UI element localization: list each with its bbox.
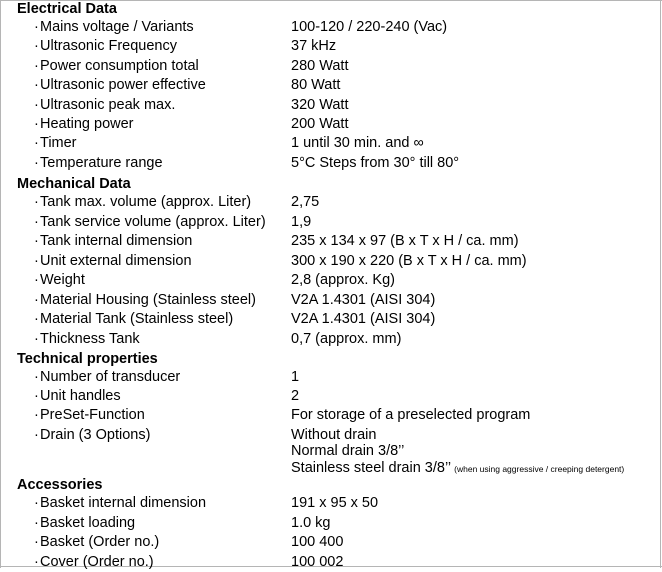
bullet-marker: · xyxy=(34,534,39,551)
drain-option-normal: Normal drain 3/8’’ xyxy=(291,443,405,459)
spec-label: Basket loading xyxy=(40,514,136,531)
spec-label: Weight xyxy=(40,272,85,288)
spec-row xyxy=(0,115,662,134)
bullet-marker: · xyxy=(34,514,39,531)
spec-value: 100-120 / 220-240 (Vac) xyxy=(291,19,448,35)
bullet-marker: · xyxy=(34,116,39,132)
spec-value: Without drain xyxy=(291,426,377,443)
spec-value: 191 x 95 x 50 xyxy=(291,495,379,511)
spec-label: Basket (Order no.) xyxy=(40,534,160,551)
bullet-marker: · xyxy=(34,77,39,94)
spec-row xyxy=(0,134,662,153)
spec-label: Unit handles xyxy=(40,388,121,405)
spec-label: Ultrasonic Frequency xyxy=(40,38,177,55)
spec-row xyxy=(0,37,662,56)
bullet-marker: · xyxy=(34,330,39,347)
spec-row xyxy=(0,232,662,251)
section-heading-electrical: Electrical Data xyxy=(17,1,117,17)
spec-value: For storage of a preselected program xyxy=(291,407,531,424)
spec-row xyxy=(0,193,662,212)
spec-label: Tank max. volume (approx. Liter) xyxy=(40,194,252,210)
spec-row xyxy=(0,494,662,513)
spec-label: Unit external dimension xyxy=(40,252,192,269)
spec-label: Cover (Order no.) xyxy=(40,553,154,570)
spec-row xyxy=(0,406,662,425)
bullet-marker: · xyxy=(34,213,39,230)
spec-row xyxy=(0,310,662,329)
spec-row xyxy=(0,252,662,271)
drain-option-note: (when using aggressive / creeping detergent) xyxy=(454,464,625,474)
bullet-marker: · xyxy=(34,38,39,55)
spec-value: 280 Watt xyxy=(291,57,349,74)
spec-label: Temperature range xyxy=(40,154,163,171)
spec-row xyxy=(0,553,662,572)
spec-row xyxy=(0,533,662,552)
bullet-marker: · xyxy=(34,388,39,405)
drain-option-list xyxy=(291,443,624,477)
drain-option-stainless-label: Stainless steel drain 3/8’’ xyxy=(291,460,452,476)
spec-value: 1,9 xyxy=(291,213,312,230)
section-heading-technical: Technical properties xyxy=(17,351,158,367)
spec-value: 300 x 190 x 220 (B x T x H / ca. mm) xyxy=(291,252,527,269)
spec-value: V2A 1.4301 (AISI 304) xyxy=(291,311,436,327)
spec-label: Material Tank (Stainless steel) xyxy=(40,311,234,327)
spec-value: 2,8 (approx. Kg) xyxy=(291,272,395,288)
bullet-marker: · xyxy=(34,291,39,308)
spec-value: 235 x 134 x 97 (B x T x H / ca. mm) xyxy=(291,233,519,249)
spec-row xyxy=(0,330,662,349)
spec-row xyxy=(0,271,662,290)
bullet-marker: · xyxy=(34,96,39,113)
drain-option-stainless xyxy=(291,460,624,477)
bullet-marker: · xyxy=(34,252,39,269)
spec-label: Ultrasonic peak max. xyxy=(40,96,176,113)
spec-label: Mains voltage / Variants xyxy=(40,19,194,35)
spec-value: 100 002 xyxy=(291,553,344,570)
spec-value: 2 xyxy=(291,388,300,405)
spec-value: 37 kHz xyxy=(291,38,337,55)
spec-value: 1 xyxy=(291,369,300,385)
section-heading-mechanical: Mechanical Data xyxy=(17,176,131,192)
bullet-marker: · xyxy=(34,495,39,511)
bullet-marker: · xyxy=(34,553,39,570)
spec-row xyxy=(0,213,662,232)
bullet-marker: · xyxy=(34,154,39,171)
spec-value: 1.0 kg xyxy=(291,514,331,531)
spec-value: 1 until 30 min. and ∞ xyxy=(291,135,424,152)
spec-label: Drain (3 Options) xyxy=(40,426,151,443)
spec-row xyxy=(0,426,662,445)
spec-label: PreSet-Function xyxy=(40,407,145,424)
bullet-marker: · xyxy=(34,426,39,443)
bullet-marker: · xyxy=(34,272,39,288)
spec-value: 5°C Steps from 30° till 80° xyxy=(291,154,460,171)
spec-label: Power consumption total xyxy=(40,57,199,74)
spec-label: Number of transducer xyxy=(40,369,181,385)
bullet-marker: · xyxy=(34,194,39,210)
spec-row xyxy=(0,76,662,95)
spec-value: 200 Watt xyxy=(291,116,349,132)
bullet-marker: · xyxy=(34,369,39,385)
bullet-marker: · xyxy=(34,311,39,327)
spec-label: Tank internal dimension xyxy=(40,233,193,249)
spec-label: Timer xyxy=(40,135,77,152)
spec-value: 100 400 xyxy=(291,534,344,551)
spec-row xyxy=(0,96,662,115)
spec-label: Thickness Tank xyxy=(40,330,140,347)
spec-value: 2,75 xyxy=(291,194,320,210)
spec-value: V2A 1.4301 (AISI 304) xyxy=(291,291,436,308)
bullet-marker: · xyxy=(34,233,39,249)
section-heading-accessories: Accessories xyxy=(17,477,103,493)
bullet-marker: · xyxy=(34,135,39,152)
bullet-marker: · xyxy=(34,57,39,74)
spec-row xyxy=(0,514,662,533)
spec-label: Heating power xyxy=(40,116,134,132)
spec-row xyxy=(0,291,662,310)
spec-value: 320 Watt xyxy=(291,96,349,113)
spec-label: Tank service volume (approx. Liter) xyxy=(40,213,266,230)
spec-row xyxy=(0,387,662,406)
spec-label: Basket internal dimension xyxy=(40,495,207,511)
spec-row xyxy=(0,154,662,173)
spec-label: Material Housing (Stainless steel) xyxy=(40,291,256,308)
spec-value: 0,7 (approx. mm) xyxy=(291,330,402,347)
spec-row xyxy=(0,57,662,76)
bullet-marker: · xyxy=(34,19,39,35)
spec-value: 80 Watt xyxy=(291,77,341,94)
bullet-marker: · xyxy=(34,407,39,424)
spec-row xyxy=(0,368,662,387)
spec-label: Ultrasonic power effective xyxy=(40,77,206,94)
spec-row xyxy=(0,18,662,37)
